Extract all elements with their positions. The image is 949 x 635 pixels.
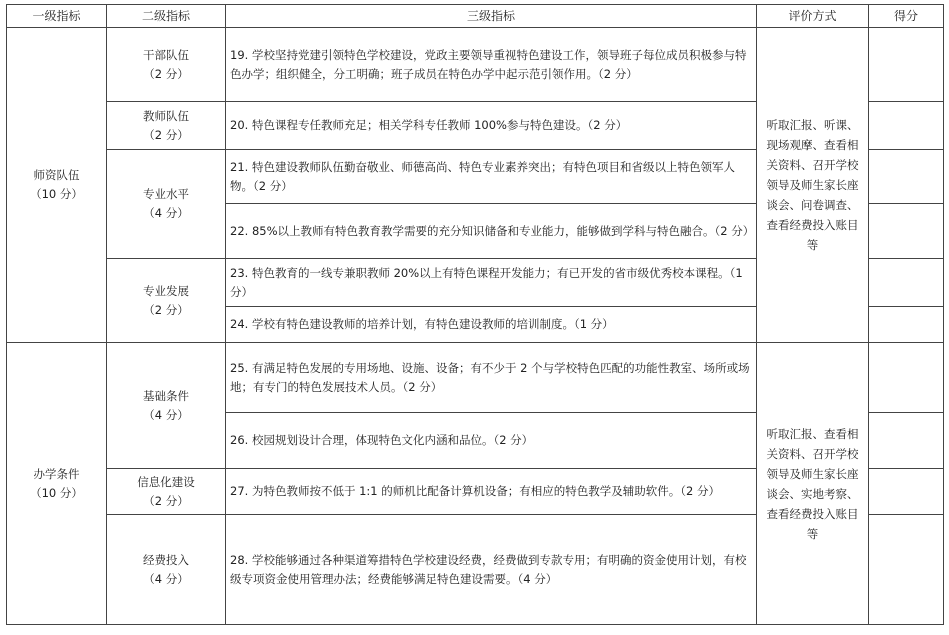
level2-points: （2 分） [143,127,189,142]
score-cell [869,204,944,259]
level2-points: （2 分） [143,302,189,317]
score-cell [869,150,944,204]
level2-name: 基础条件 [143,388,189,403]
header-method: 评价方式 [757,5,869,28]
level2-cell [107,259,226,343]
level2-name: 专业水平 [143,187,189,201]
level3-item: 25. 有满足特色发展的专用场地、设施、设备；有不少于 2 个与学校特色匹配的功能性教室、场所或场地；有专门的特色发展技术人员。（2 分） [226,343,757,413]
level3-item: 23. 特色教育的一线专兼职教师 20%以上有特色课程开发能力；有已开发的省市级优秀校本课程。（1 分） [226,259,757,307]
level2-name: 专业发展 [143,283,189,298]
indicator-table [6,4,944,625]
header-score: 得分 [869,5,944,28]
method-cell: 听取汇报、听课、现场观摩、查看相关资料、召开学校领导及师生家长座谈会、问卷调查、查看经费投入账目等 [757,28,869,343]
level3-item: 22. 85%以上教师有特色教育教学需要的充分知识储备和专业能力，能够做到学科与特色融合。（2 分） [226,204,757,259]
level3-item: 26. 校园规划设计合理，体现特色文化内涵和品位。（2 分） [226,413,757,469]
table-row [7,28,944,102]
score-cell [869,343,944,413]
level2-cell [107,28,226,102]
level2-cell [107,102,226,150]
header-level3: 三级指标 [226,5,757,28]
level3-item: 24. 学校有特色建设教师的培养计划，有特色建设教师的培训制度。（1 分） [226,307,757,343]
score-cell [869,28,944,102]
level2-name: 教师队伍 [143,108,189,123]
score-cell [869,307,944,343]
level2-points: （4 分） [143,571,189,586]
level2-name: 经费投入 [143,552,189,567]
level2-points: （4 分） [143,407,189,422]
level1-name: 师资队伍 [33,168,80,182]
level1-name: 办学条件 [33,466,80,481]
header-level2: 二级指标 [107,5,226,28]
level2-cell [107,343,226,469]
level1-cell [7,343,107,625]
level3-item: 19. 学校坚持党建引领特色学校建设，党政主要领导重视特色建设工作，领导班子每位成员积极参与特色办学；组织健全，分工明确；班子成员在特色办学中起示范引领作用。（2 分） [226,28,757,102]
method-cell: 听取汇报、查看相关资料、召开学校领导及师生家长座谈会、实地考察、查看经费投入账目等 [757,343,869,625]
score-cell [869,515,944,625]
level3-item: 20. 特色课程专任教师充足；相关学科专任教师 100%参与特色建设。（2 分） [226,102,757,150]
score-cell [869,102,944,150]
header-level1: 一级指标 [7,5,107,28]
level2-cell [107,515,226,625]
table-row [7,343,944,413]
level2-name: 干部队伍 [143,47,189,62]
level1-points: （10 分） [30,485,83,500]
level2-points: （2 分） [143,66,189,81]
header-row [7,5,944,28]
score-cell [869,259,944,307]
level2-cell [107,150,226,259]
score-cell [869,469,944,515]
level2-points: （2 分） [143,493,189,508]
level2-points: （4 分） [143,206,189,220]
level3-item: 27. 为特色教师按不低于 1:1 的师机比配备计算机设备；有相应的特色教学及辅助软件。（2 分） [226,469,757,515]
level3-item: 28. 学校能够通过各种渠道筹措特色学校建设经费，经费做到专款专用；有明确的资金使用计划，有校级专项资金使用管理办法；经费能够满足特色建设需要。（4 分） [226,515,757,625]
level2-name: 信息化建设 [137,474,195,489]
level3-item: 21. 特色建设教师队伍勤奋敬业、师德高尚、特色专业素养突出；有特色项目和省级以上特色领军人物。（2 分） [226,150,757,204]
level1-cell [7,28,107,343]
level2-cell [107,469,226,515]
score-cell [869,413,944,469]
level1-points: （10 分） [30,187,83,201]
